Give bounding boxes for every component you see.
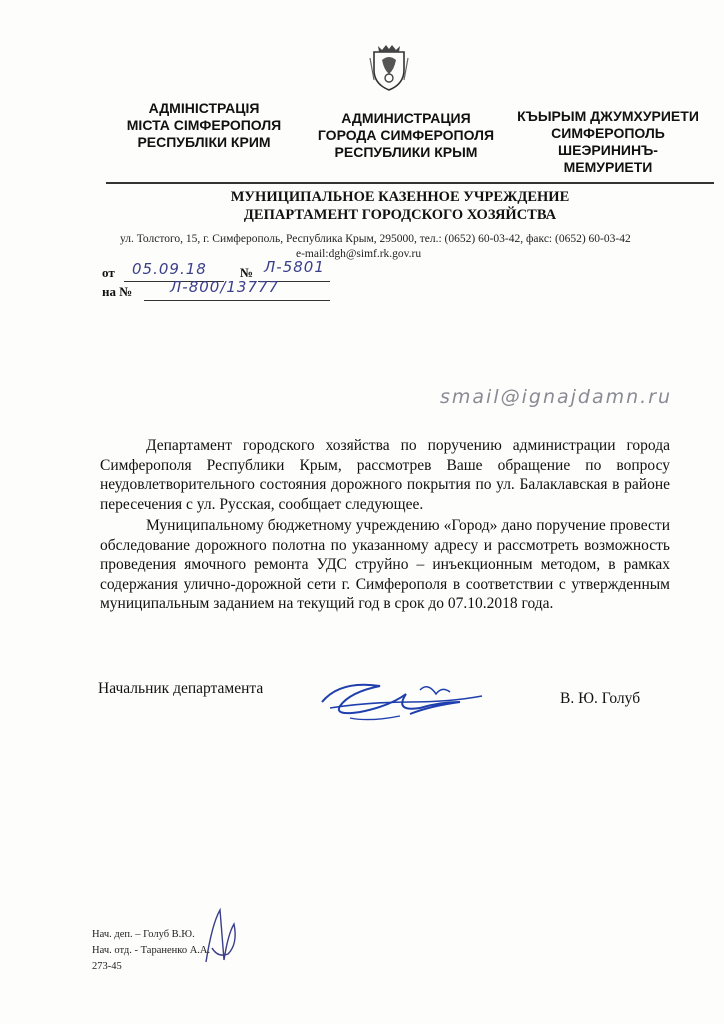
signatory-name: В. Ю. Голуб (560, 690, 641, 707)
body-paragraph-1: Департамент городского хозяйства по поручению администрации города Симферополя Республики Крым, рассмотрев Ваше обращение по вопросу неудовлетворительного состояния дорожного покрытия по ул. Балаклавская в районе пересечения с ул. Русская, сообщает следующее. (100, 437, 670, 513)
footer-line-3: 273-45 (92, 961, 122, 972)
header-left-line: РЕСПУБЛІКИ КРИМ (137, 134, 271, 150)
initials-handwritten (198, 904, 242, 968)
header-right-line: КЪЫРЫМ ДЖУМХУРИЕТИ (517, 108, 699, 124)
initials-mark (198, 904, 242, 968)
number-handwritten: Л-5801 (264, 258, 325, 276)
institution-line: ДЕПАРТАМЕНТ ГОРОДСКОГО ХОЗЯЙСТВА (243, 207, 557, 223)
header-center (306, 110, 506, 161)
letter-body (100, 436, 670, 614)
header-right-line: СИМФЕРОПОЛЬ (551, 125, 665, 141)
addressee-handwritten: smail@ignajdamn.ru (440, 386, 673, 408)
header-right (508, 108, 708, 176)
header-left-line: АДМІНІСТРАЦІЯ (148, 100, 260, 116)
signature-mark (310, 672, 490, 732)
from-date-handwritten: 05.09.18 (132, 260, 207, 278)
number-label: № (240, 265, 254, 280)
body-paragraph-2: Муниципальному бюджетному учреждению «Город» дано поручение провести обследование дорожного полотна по указанному адресу и рассмотреть возможность проведения ямочного ремонта УДС струйно – инъекционным методом, в рамках содержания улично-дорожной сети г. Симферополя в соответствии с утвержденным муниципальным заданием на текущий год в срок до 07.10.2018 года. (100, 517, 670, 612)
header-left-line: МІСТА СІМФЕРОПОЛЯ (126, 117, 282, 133)
header-center-line: РЕСПУБЛИКИ КРЫМ (334, 144, 478, 160)
crimea-coat-of-arms-icon (368, 40, 410, 92)
header-left (104, 100, 304, 151)
signature-title: Начальник департамента (98, 680, 264, 697)
institution-name (180, 188, 620, 224)
to-number-handwritten: Л-800/13777 (170, 278, 280, 296)
emblem (368, 40, 410, 92)
to-number-label: на № (102, 284, 133, 299)
handwritten-signature (310, 672, 490, 732)
address-line: ул. Толстого, 15, г. Симферополь, Республика Крым, 295000, тел.: (0652) 60-03-42, факс: (0652) 60-03-42 (120, 233, 631, 245)
header-divider (106, 182, 714, 184)
from-label: от (102, 265, 115, 280)
email-line: e-mail:dgh@simf.rk.gov.ru (296, 248, 422, 260)
header-right-line: ШЕЭРИНИНЪ- (558, 142, 658, 158)
header-center-line: АДМИНИСТРАЦИЯ (341, 110, 471, 126)
header-center-line: ГОРОДА СИМФЕРОПОЛЯ (317, 127, 495, 143)
footer-line-2: Нач. отд. - Тараненко А.А. (92, 945, 211, 956)
header-right-line: МЕМУРИЕТИ (563, 159, 653, 175)
to-number-underline (144, 300, 330, 301)
footer-line-1: Нач. деп. – Голуб В.Ю. (92, 929, 195, 940)
institution-line: МУНИЦИПАЛЬНОЕ КАЗЕННОЕ УЧРЕЖДЕНИЕ (230, 189, 570, 205)
